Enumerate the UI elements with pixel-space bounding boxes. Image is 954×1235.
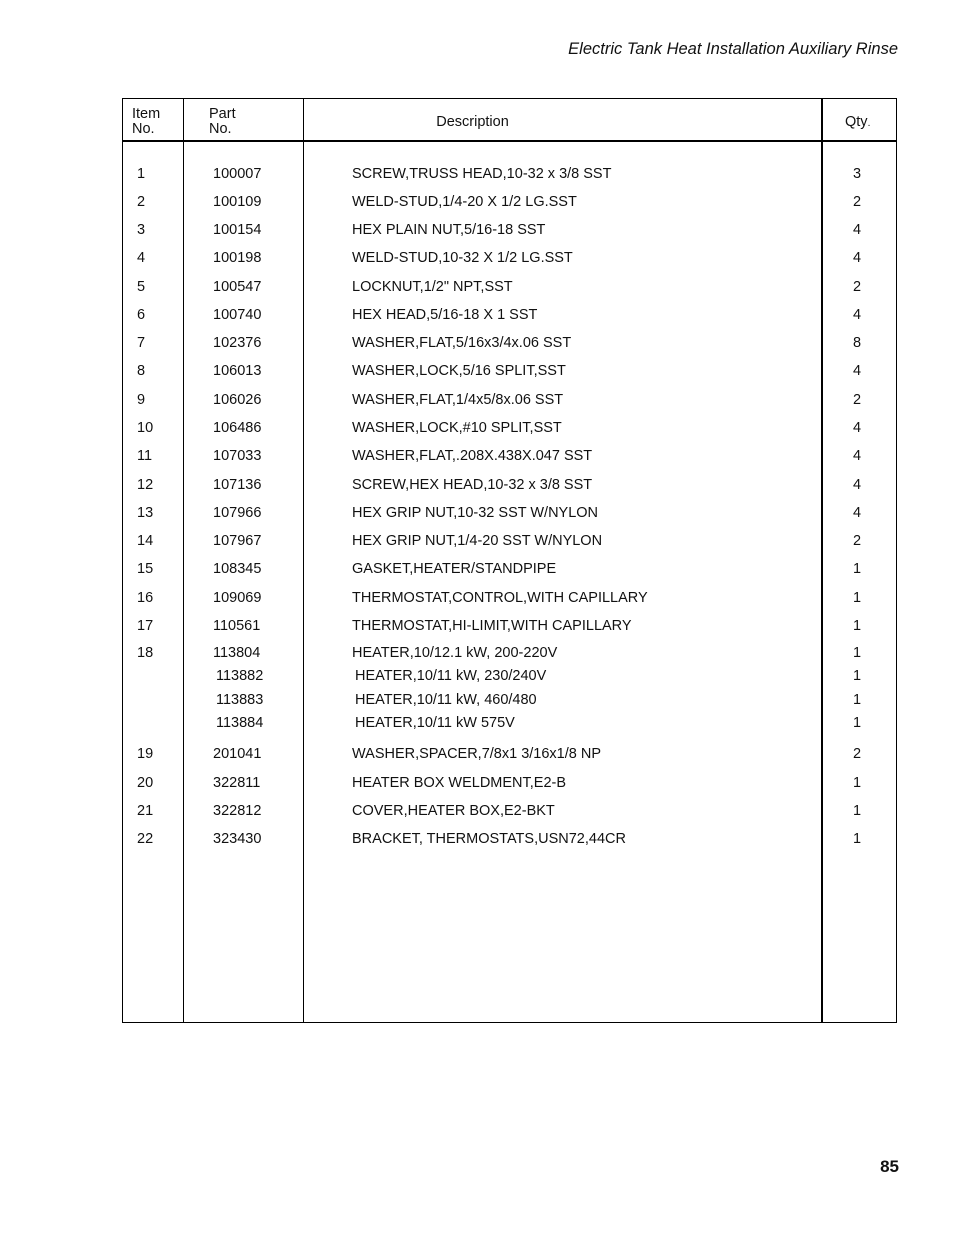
part-number: 113884 (216, 715, 264, 731)
item-number: 14 (137, 533, 154, 549)
part-number: 113883 (216, 692, 264, 708)
page-header-title: Electric Tank Heat Installation Auxiliary Rinse (568, 40, 898, 58)
part-description: LOCKNUT,1/2" NPT,SST (352, 279, 513, 295)
part-number: 110561 (213, 618, 261, 634)
item-number: 3 (137, 222, 146, 238)
quantity: 2 (852, 194, 862, 210)
part-number: 106026 (213, 392, 262, 408)
part-number: 109069 (213, 590, 262, 606)
part-description: HEATER BOX WELDMENT,E2-B (352, 775, 567, 791)
quantity: 1 (852, 668, 862, 684)
quantity: 4 (852, 222, 862, 238)
part-number: 107966 (213, 505, 262, 521)
quantity: 1 (852, 831, 862, 847)
column-divider-part (303, 99, 304, 1022)
part-number: 100547 (213, 279, 262, 295)
item-number: 1 (137, 166, 146, 182)
part-number: 323430 (213, 831, 262, 847)
item-number: 22 (137, 831, 154, 847)
part-description: WASHER,LOCK,#10 SPLIT,SST (352, 420, 562, 436)
part-description: WASHER,LOCK,5/16 SPLIT,SST (352, 363, 566, 379)
part-description: HEX GRIP NUT,10-32 SST W/NYLON (352, 505, 599, 521)
quantity: 4 (852, 505, 862, 521)
part-number: 322812 (213, 803, 262, 819)
quantity: 1 (852, 692, 862, 708)
part-number: 100198 (213, 250, 262, 266)
part-description: HEX PLAIN NUT,5/16-18 SST (352, 222, 546, 238)
column-divider-item (183, 99, 184, 1022)
quantity: 2 (852, 746, 862, 762)
quantity: 4 (852, 250, 862, 266)
part-description: BRACKET, THERMOSTATS,USN72,44CR (352, 831, 626, 847)
item-number: 21 (137, 803, 154, 819)
part-description: HEATER,10/11 kW, 460/480 (355, 692, 537, 708)
item-number: 10 (137, 420, 154, 436)
column-header-description: Description (436, 114, 509, 130)
parts-table (122, 98, 897, 1023)
column-header-item-line1: Item (132, 106, 161, 122)
quantity: 1 (852, 618, 862, 634)
part-number: 322811 (213, 775, 261, 791)
part-number: 102376 (213, 335, 262, 351)
part-description: WELD-STUD,1/4-20 X 1/2 LG.SST (352, 194, 577, 210)
column-header-qty-label: Qty (845, 114, 868, 130)
item-number: 7 (137, 335, 146, 351)
column-header-qty (845, 115, 870, 131)
part-description: HEX GRIP NUT,1/4-20 SST W/NYLON (352, 533, 603, 549)
quantity: 1 (852, 590, 862, 606)
part-number: 113882 (216, 668, 264, 684)
column-header-item-line2: No. (132, 121, 155, 137)
item-number: 16 (137, 590, 154, 606)
part-number: 100109 (213, 194, 262, 210)
column-header-item (132, 107, 160, 137)
quantity: 3 (852, 166, 862, 182)
part-number: 113804 (213, 645, 261, 661)
column-divider-description (821, 99, 823, 1022)
item-number: 11 (137, 448, 153, 464)
part-number: 108345 (213, 561, 262, 577)
item-number: 15 (137, 561, 154, 577)
part-number: 100154 (213, 222, 262, 238)
quantity: 1 (852, 803, 862, 819)
header-divider (123, 140, 896, 142)
part-number: 106486 (213, 420, 262, 436)
quantity: 1 (852, 645, 862, 661)
quantity: 4 (852, 448, 862, 464)
item-number: 20 (137, 775, 154, 791)
part-description: COVER,HEATER BOX,E2-BKT (352, 803, 555, 819)
part-description: HEATER,10/11 kW 575V (355, 715, 515, 731)
quantity: 4 (852, 477, 862, 493)
column-header-part (209, 107, 236, 137)
part-description: HEATER,10/11 kW, 230/240V (355, 668, 547, 684)
quantity: 1 (852, 775, 862, 791)
item-number: 13 (137, 505, 154, 521)
quantity: 2 (852, 392, 862, 408)
item-number: 6 (137, 307, 146, 323)
quantity: 2 (852, 533, 862, 549)
page-number: 85 (880, 1157, 899, 1176)
item-number: 2 (137, 194, 146, 210)
item-number: 9 (137, 392, 146, 408)
part-description: GASKET,HEATER/STANDPIPE (352, 561, 557, 577)
part-number: 106013 (213, 363, 262, 379)
item-number: 8 (137, 363, 146, 379)
part-description: HEATER,10/12.1 kW, 200-220V (352, 645, 558, 661)
quantity: 2 (852, 279, 862, 295)
item-number: 4 (137, 250, 146, 266)
item-number: 19 (137, 746, 154, 762)
part-description: SCREW,TRUSS HEAD,10-32 x 3/8 SST (352, 166, 612, 182)
quantity: 4 (852, 363, 862, 379)
quantity: 8 (852, 335, 862, 351)
item-number: 17 (137, 618, 154, 634)
column-header-qty-dot: . (867, 118, 871, 129)
part-description: THERMOSTAT,HI-LIMIT,WITH CAPILLARY (352, 618, 632, 634)
item-number: 12 (137, 477, 154, 493)
column-header-part-line1: Part (209, 106, 236, 122)
quantity: 1 (852, 715, 862, 731)
part-number: 107033 (213, 448, 262, 464)
quantity: 1 (852, 561, 862, 577)
part-description: WASHER,FLAT,1/4x5/8x.06 SST (352, 392, 564, 408)
item-number: 18 (137, 645, 154, 661)
part-description: WASHER,FLAT,.208X.438X.047 SST (352, 448, 593, 464)
part-number: 107967 (213, 533, 262, 549)
item-number: 5 (137, 279, 146, 295)
quantity: 4 (852, 307, 862, 323)
part-description: WELD-STUD,10-32 X 1/2 LG.SST (352, 250, 573, 266)
quantity: 4 (852, 420, 862, 436)
part-description: WASHER,FLAT,5/16x3/4x.06 SST (352, 335, 572, 351)
part-description: WASHER,SPACER,7/8x1 3/16x1/8 NP (352, 746, 602, 762)
part-number: 100740 (213, 307, 262, 323)
column-header-part-line2: No. (209, 121, 232, 137)
part-description: SCREW,HEX HEAD,10-32 x 3/8 SST (352, 477, 593, 493)
part-number: 201041 (213, 746, 262, 762)
part-number: 100007 (213, 166, 262, 182)
part-number: 107136 (213, 477, 262, 493)
part-description: HEX HEAD,5/16-18 X 1 SST (352, 307, 538, 323)
part-description: THERMOSTAT,CONTROL,WITH CAPILLARY (352, 590, 648, 606)
